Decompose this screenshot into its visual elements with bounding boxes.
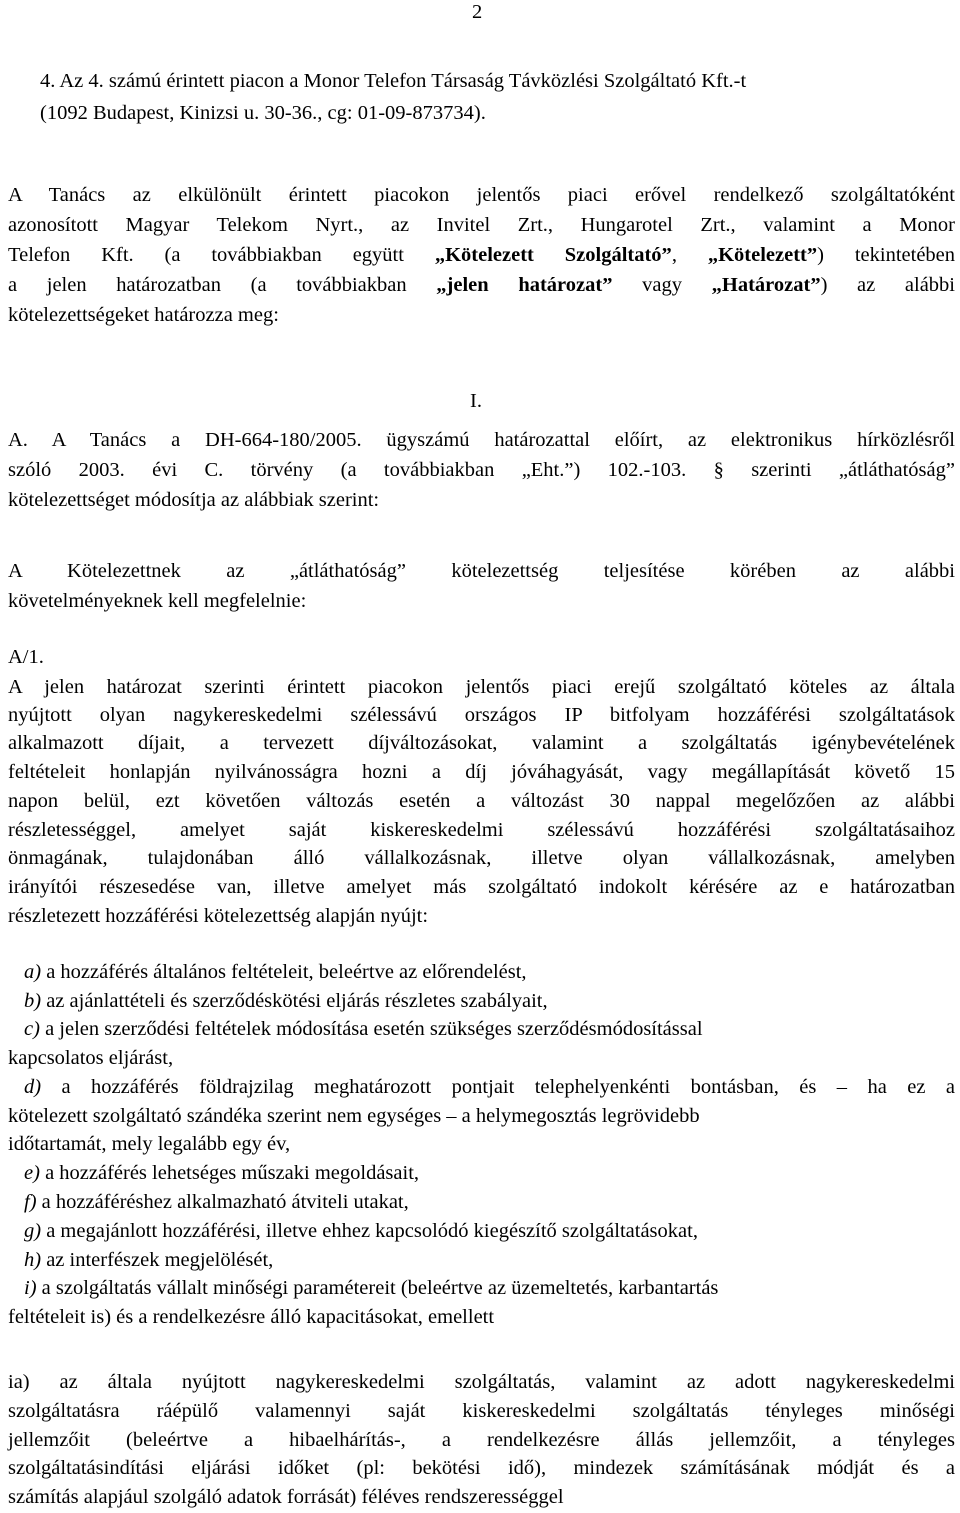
a1-line: feltételeit honlapján nyilvánosságra hozni a díj jóváhagyását, vagy megállapítását követő 15 [8, 761, 955, 783]
a1-label: A/1. [8, 646, 44, 668]
list-item-c: c) a jelen szerződési feltételek módosítása esetén szükséges szerződésmódosítással [24, 1018, 703, 1040]
list-item-f: f) a hozzáféréshez alkalmazható átviteli utakat, [24, 1191, 409, 1213]
defined-term: „jelen határozat” [436, 274, 613, 296]
list-item-i-cont: feltételeit is) és a rendelkezésre álló kapacitásokat, emellett [8, 1306, 495, 1328]
ia-line: szolgáltatásra ráépülő valamennyi saját kiskereskedelmi szolgáltatás tényleges minőségi [8, 1400, 955, 1422]
a1-line: önmagának, tulajdonában álló vállalkozásnak, illetve olyan vállalkozásnak, amelyben [8, 847, 955, 869]
list-item-g: g) a megajánlott hozzáférési, illetve ehhez kapcsolódó kiegészítő szolgáltatásokat, [24, 1220, 698, 1242]
page-number: 2 [472, 1, 483, 23]
item4-line-2: (1092 Budapest, Kinizsi u. 30-36., cg: 01-09-873734). [40, 102, 486, 124]
list-item-d-cont: kötelezett szolgáltató szándéka szerint nem egységes – a helymegosztás legrövidebb [8, 1105, 700, 1127]
ia-line: számítás alapjául szolgáló adatok forrását) féléves rendszerességgel [8, 1486, 564, 1508]
list-item-e: e) a hozzáférés lehetséges műszaki megoldásait, [24, 1162, 420, 1184]
section-a-line-2: szóló 2003. évi C. törvény (a továbbiakban „Eht.”) 102.-103. § szerinti „átláthatóság” [8, 459, 955, 481]
list-item-d: d) a hozzáférés földrajzilag meghatározott pontjait telephelyenkénti bontásban, és – ha ez a [24, 1076, 955, 1098]
list-item-c-cont: kapcsolatos eljárást, [8, 1047, 174, 1069]
a1-line: A jelen határozat szerinti érintett piacokon jelentős piaci erejű szolgáltató köteles az általa [8, 676, 955, 698]
defined-term: „Határozat” [711, 274, 821, 296]
defined-term: „Kötelezett Szolgáltató” [434, 244, 672, 266]
list-item-a: a) a hozzáférés általános feltételeit, beleértve az előrendelést, [24, 961, 527, 983]
intro-line-5: kötelezettségeket határozza meg: [8, 304, 279, 326]
defined-term: „Kötelezett” [707, 244, 818, 266]
item4-line-1: 4. Az 4. számú érintett piacon a Monor Telefon Társaság Távközlési Szolgáltató Kft.-t [40, 70, 747, 92]
list-item-b: b) az ajánlattételi és szerződéskötési eljárás részletes szabályait, [24, 990, 548, 1012]
ia-line: szolgáltatásindítási eljárási időket (pl: bekötési idő), mindezek számításának módját és a [8, 1457, 955, 1479]
requirements-line-2: követelményeknek kell megfelelnie: [8, 590, 307, 612]
list-item-h: h) az interfészek megjelölését, [24, 1249, 274, 1271]
a1-line: alkalmazott díjait, a tervezett díjváltozásokat, valamint a szolgáltatás igénybevételének [8, 732, 955, 754]
a1-line: nyújtott olyan nagykereskedelmi szélessávú országos IP bitfolyam hozzáférési szolgáltatások [8, 704, 955, 726]
intro-line-2: azonosított Magyar Telekom Nyrt., az Invitel Zrt., Hungarotel Zrt., valamint a Monor [8, 214, 955, 236]
intro-line-4: a jelen határozatban (a továbbiakban „jelen határozat” vagy „Határozat”) az alábbi [8, 274, 956, 296]
intro-line-1: A Tanács az elkülönült érintett piacokon jelentős piaci erővel rendelkező szolgáltatóként [8, 184, 955, 206]
list-item-i: i) a szolgáltatás vállalt minőségi paramétereit (beleértve az üzemeltetés, karbantartás [24, 1277, 719, 1299]
section-heading-roman: I. [470, 390, 482, 412]
a1-line: részletezett hozzáférési kötelezettség alapján nyújt: [8, 905, 429, 927]
ia-line: jellemzőit (beleértve a hibaelhárítás-, a rendelkezésre állás jellemzőit, a tényleges [8, 1429, 955, 1451]
a1-line: részletességgel, amelyet saját kiskereskedelmi szélessávú hozzáférési szolgáltatásaihoz [8, 819, 955, 841]
a1-line: napon belül, ezt követően változás esetén a változást 30 nappal megelőzően az alábbi [8, 790, 955, 812]
a1-line: irányítói részesedése van, illetve amelyet más szolgáltató indokolt kérésére az e határozatban [8, 876, 955, 898]
requirements-line-1: A Kötelezettnek az „átláthatóság” kötelezettség teljesítése körében az alábbi [8, 560, 955, 582]
section-a-line-3: kötelezettséget módosítja az alábbiak szerint: [8, 489, 380, 511]
ia-line: ia) az általa nyújtott nagykereskedelmi szolgáltatás, valamint az adott nagykereskedelmi [8, 1371, 955, 1393]
list-item-d-cont: időtartamát, mely legalább egy év, [8, 1133, 291, 1155]
intro-line-3: Telefon Kft. (a továbbiakban együtt „Kötelezett Szolgáltató”, „Kötelezett”) tekintetében [8, 244, 956, 266]
section-a-line-1: A. A Tanács a DH-664-180/2005. ügyszámú határozattal előírt, az elektronikus hírközlésről [8, 429, 955, 451]
